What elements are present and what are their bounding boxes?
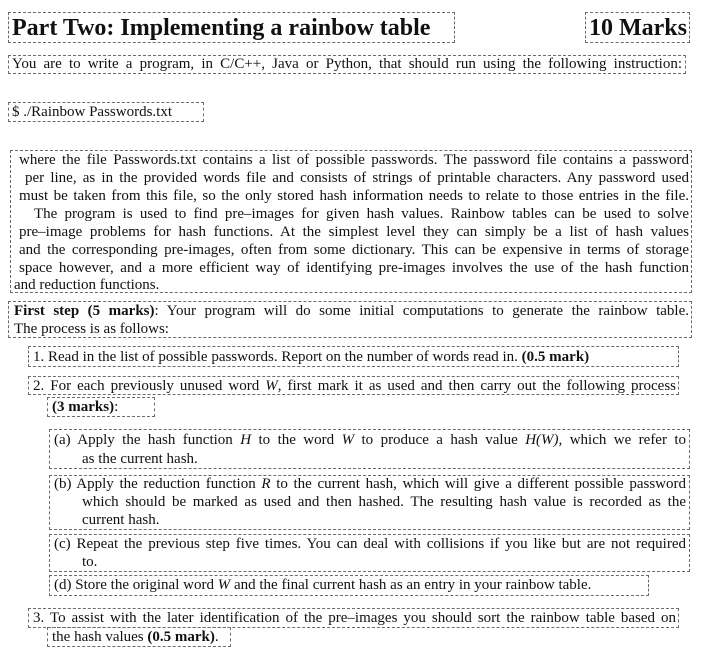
- step-b-line-2: which should be marked as used and then hashed. The resulting hash value is recorded as the: [82, 494, 686, 510]
- step-a-hash-expr: H(W),: [525, 432, 563, 448]
- instruction-text: You are to write a program, in C/C++, Java or Python, that should run using the following instruction:: [12, 56, 682, 72]
- step-b-line-1: [54, 476, 686, 493]
- description-line-5: pre–image problems for hash functions. At the simplest level they can simply be a list of hash values: [19, 224, 689, 240]
- step-2-line-2: [52, 399, 118, 416]
- description-line-3: must be taken from this file, so the only stored hash information needs to relate to those entries in the file.: [19, 188, 689, 204]
- step-b-post: to the current hash, which will give a different possible password: [276, 476, 687, 492]
- step-1-text: 1. Read in the list of possible passwords. Report on the number of words read in.: [33, 349, 518, 365]
- step-b-var-r: R: [261, 476, 271, 492]
- step-a-post: which we refer to: [569, 432, 687, 448]
- step-3-line-2-post: .: [214, 629, 219, 645]
- step-2-marks-tail: :: [114, 399, 119, 415]
- command-line: $ ./Rainbow Passwords.txt: [12, 104, 173, 120]
- step-3-line-1: 3. To assist with the later identification of the pre–images you should sort the rainbow table based on: [33, 610, 676, 626]
- step-d-pre: (d) Store the original word: [54, 577, 214, 593]
- first-step-line-2: The process is as follows:: [14, 321, 169, 337]
- total-marks: 10 Marks: [589, 15, 687, 41]
- step-a-line-1: [54, 432, 686, 449]
- step-2-var: W: [265, 378, 278, 394]
- step-2-post: , first mark it as used and then carry out the following process: [277, 378, 677, 394]
- description-line-1: where the file Passwords.txt contains a list of possible passwords. The password file contains a password: [19, 152, 689, 168]
- step-a-pre: (a) Apply the hash function: [54, 432, 233, 448]
- step-a-var-h: H: [240, 432, 252, 448]
- page-title: Part Two: Implementing a rainbow table: [12, 15, 431, 41]
- step-a-mid: to the word: [258, 432, 335, 448]
- description-line-8: and reduction functions.: [14, 277, 160, 293]
- step-3-marks: (0.5 mark): [147, 629, 215, 645]
- step-d-line: [54, 577, 591, 594]
- step-a-mid2: to produce a hash value: [361, 432, 518, 448]
- step-c-line-1: (c) Repeat the previous step five times. You can deal with collisions if you like but are not required: [54, 536, 686, 552]
- first-step-label: First step (5 marks): [14, 303, 155, 319]
- step-2-line-1: [33, 378, 676, 395]
- step-2-pre: 2. For each previously unused word: [33, 378, 260, 394]
- first-step-line-1: [14, 303, 689, 320]
- description-line-2: per line, as in the provided words file and consists of strings of printable characters. Any password used: [25, 170, 689, 186]
- step-3-line-2: [52, 629, 219, 646]
- first-step-text: : Your program will do some initial computations to generate the rainbow table.: [154, 303, 689, 319]
- step-3-line-2-pre: the hash values: [52, 629, 144, 645]
- step-2-marks: (3 marks): [52, 399, 115, 415]
- description-line-7: space however, and a more efficient way of identifying pre-images involves the use of the hash function: [19, 260, 689, 276]
- step-1: [33, 349, 589, 366]
- step-b-line-3: current hash.: [82, 512, 160, 528]
- description-line-6: and the corresponding pre-images, often from some dictionary. This can be expensive in terms of storage: [19, 242, 689, 258]
- step-b-pre: (b) Apply the reduction function: [54, 476, 256, 492]
- step-d-post: and the final current hash as an entry in your rainbow table.: [233, 577, 592, 593]
- step-a-line-2: as the current hash.: [82, 451, 198, 467]
- step-a-var-w: W: [341, 432, 355, 448]
- step-d-var-w: W: [217, 577, 231, 593]
- step-c-line-2: to.: [82, 554, 98, 570]
- description-line-4: The program is used to find pre–images for given hash values. Rainbow tables can be used to solve: [34, 206, 689, 222]
- step-1-marks: (0.5 mark): [521, 349, 590, 365]
